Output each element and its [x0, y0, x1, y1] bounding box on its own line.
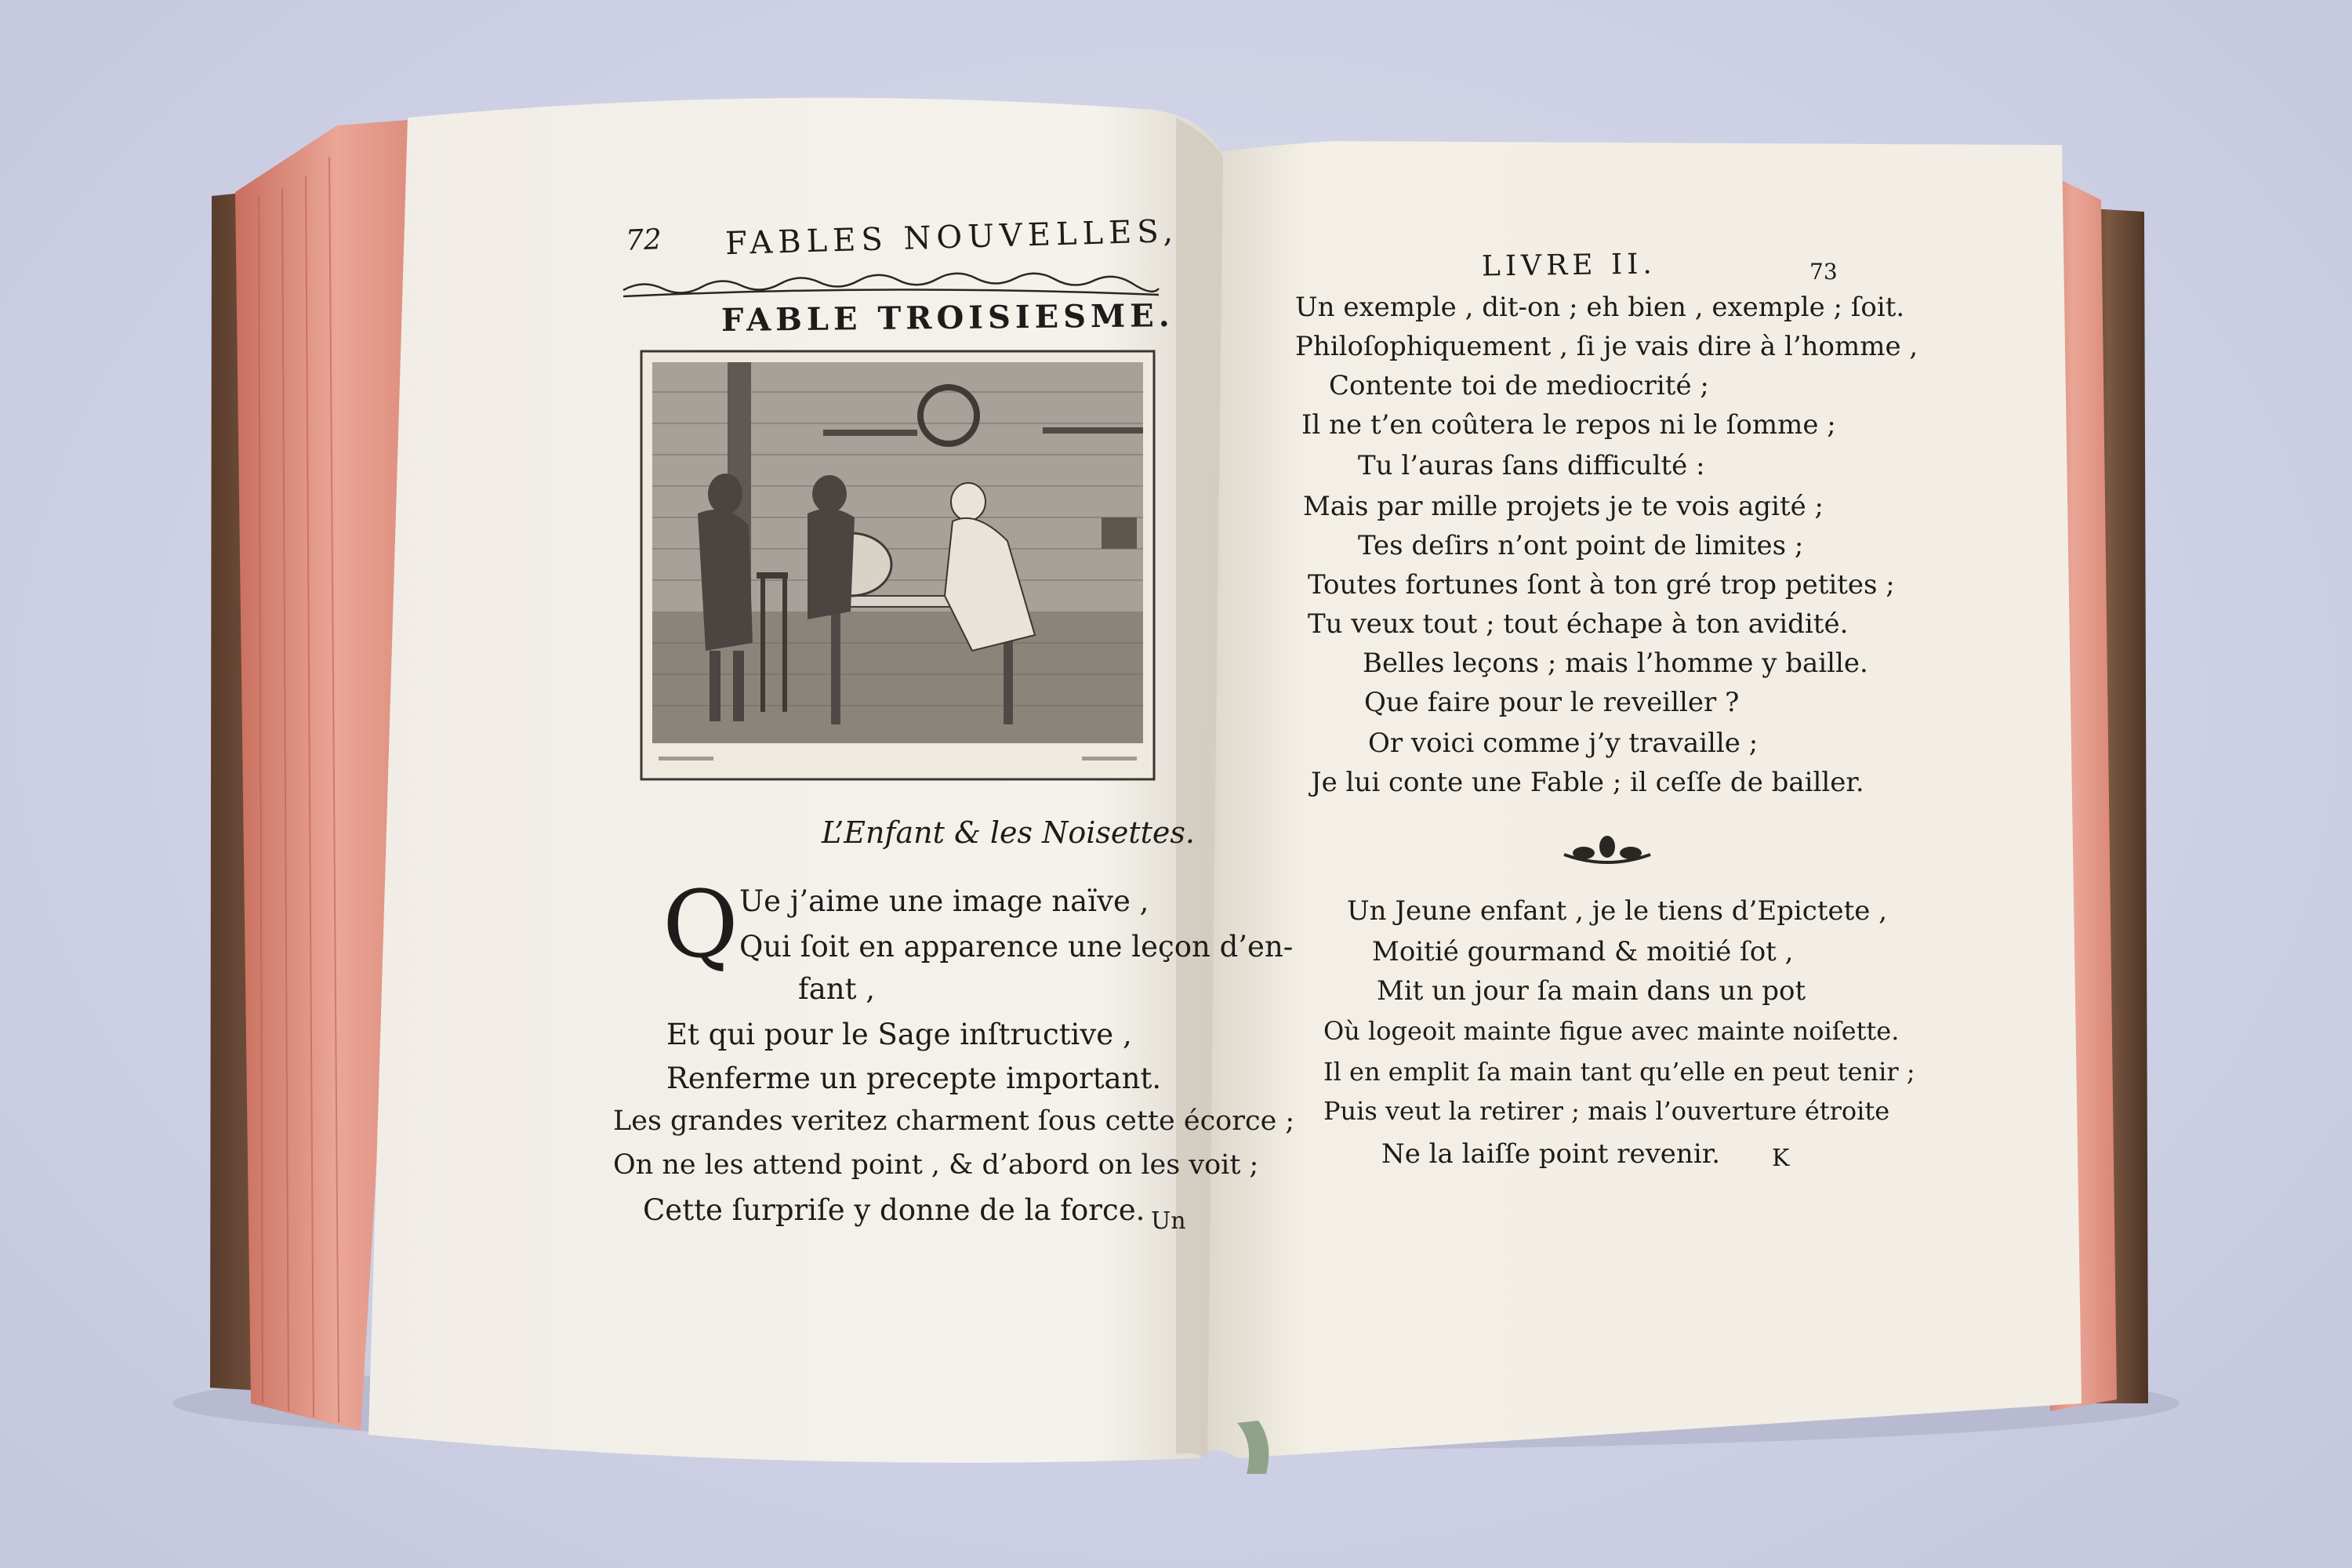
right-verse-16: Mit un jour ſa main dans un pot: [1377, 975, 1806, 1007]
left-verse-1: Ue j’aime une image naïve ,: [739, 884, 1149, 918]
right-verse-3: Contente toi de mediocrité ;: [1329, 370, 1709, 401]
right-verse-1: Un exemple , dit-on ; eh bien , exemple ; ſoit.: [1295, 292, 1905, 323]
right-verse-12: Or voici comme j’y travaille ;: [1368, 728, 1759, 759]
right-verse-4: Il ne t’en coûtera le repos ni le ſomme ;: [1301, 409, 1836, 441]
right-verse-9: Tu veux tout ; tout échape à ton avidité.: [1308, 608, 1849, 640]
right-page-number: 73: [1809, 259, 1838, 285]
illustration-caption: L’Enfant & les Noisettes.: [822, 815, 1195, 850]
left-catchword: Un: [1151, 1207, 1186, 1235]
left-verse-3: fant ,: [798, 972, 875, 1006]
signature-mark: K: [1772, 1145, 1790, 1172]
right-verse-6: Mais par mille projets je te vois agité ;: [1303, 491, 1824, 522]
right-running-head: LIVRE II.: [1481, 248, 1657, 283]
left-verse-7: On ne les attend point , & d’abord on les voit ;: [613, 1149, 1259, 1181]
right-verse-7: Tes deſirs n’ont point de limites ;: [1358, 530, 1804, 561]
right-verse-19: Puis veut la retirer ; mais l’ouverture étroite: [1323, 1096, 1890, 1126]
right-verse-5: Tu l’auras ſans difficulté :: [1358, 450, 1705, 481]
right-verse-8: Toutes fortunes ſont à ton gré trop petites ;: [1308, 569, 1895, 601]
left-verse-6: Les grandes veritez charment ſous cette écorce ;: [613, 1105, 1295, 1137]
right-verse-13: Je lui conte une Fable ; il ceſſe de bailler.: [1311, 767, 1864, 798]
left-verse-5: Renferme un precepte important.: [666, 1062, 1162, 1095]
right-verse-15: Moitié gourmand & moitié ſot ,: [1372, 936, 1794, 967]
left-running-head: FABLES NOUVELLES,: [724, 212, 1179, 263]
right-verse-18: Il en emplit ſa main tant qu’elle en peut tenir ;: [1323, 1057, 1915, 1087]
right-verse-20: Ne la laiſſe point revenir.: [1381, 1138, 1721, 1170]
right-verse-11: Que faire pour le reveiller ?: [1364, 687, 1740, 718]
left-verse-8: Cette ſurpriſe y donne de la force.: [643, 1193, 1145, 1227]
left-verse-2: Qui ſoit en apparence une leçon d’en-: [739, 930, 1294, 964]
fable-title: FABLE TROISIESME.: [720, 296, 1174, 339]
drop-cap: Q: [662, 869, 739, 979]
left-page-number: 72: [625, 223, 662, 257]
left-verse-4: Et qui pour le Sage inſtructive ,: [666, 1018, 1132, 1051]
right-verse-14: Un Jeune enfant , je le tiens d’Epictete ,: [1347, 895, 1888, 927]
right-verse-17: Où logeoit mainte figue avec mainte noiſette.: [1323, 1016, 1900, 1046]
right-verse-2: Philoſophiquement , ſi je vais dire à l’homme ,: [1295, 331, 1918, 362]
right-verse-10: Belles leçons ; mais l’homme y baille.: [1363, 648, 1868, 679]
